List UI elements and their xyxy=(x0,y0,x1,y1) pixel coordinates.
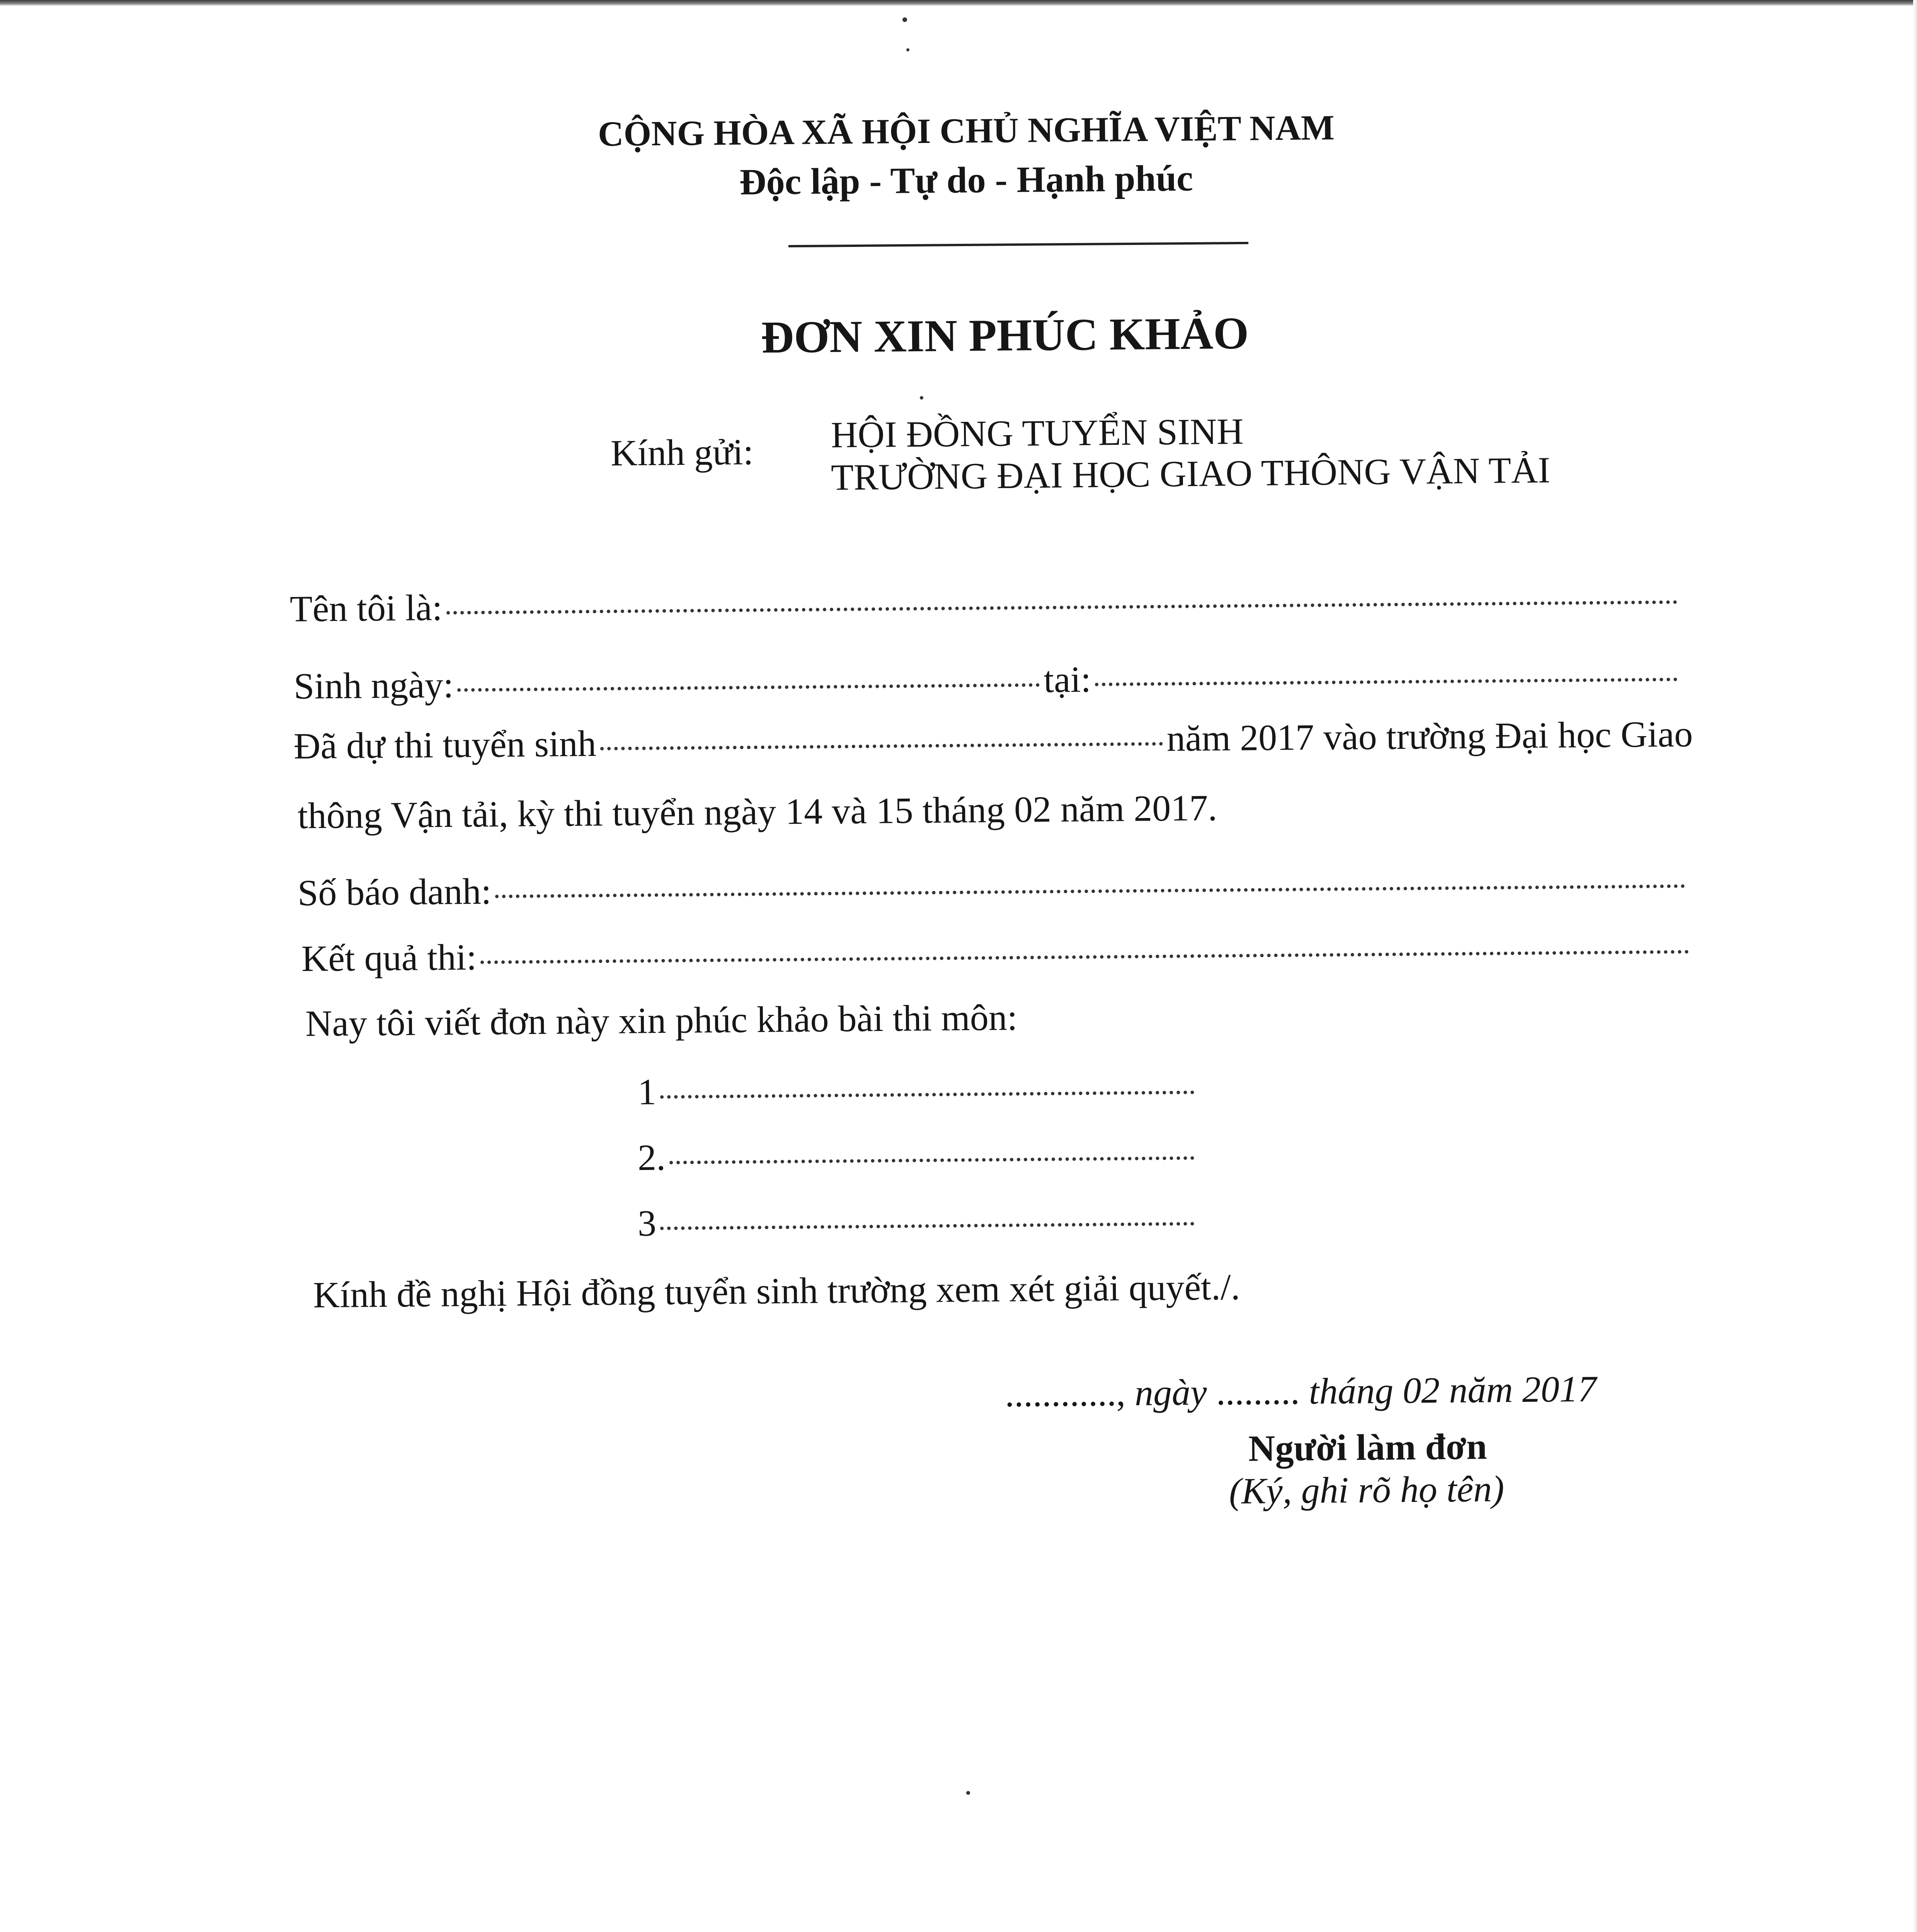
signature-date xyxy=(1005,1367,1597,1415)
subject-number-1: 1 xyxy=(637,1071,657,1112)
exam-label: Đã dự thi tuyển sinh xyxy=(293,723,597,767)
place-label: tại: xyxy=(1043,658,1091,701)
recipient-line2: TRƯỜNG ĐẠI HỌC GIAO THÔNG VẬN TẢI xyxy=(831,449,1551,498)
result-field[interactable] xyxy=(480,950,1689,964)
subject-row-1 xyxy=(638,1065,1199,1113)
scan-speck xyxy=(906,48,909,51)
result-label: Kết quả thi: xyxy=(301,936,477,979)
subject-field-1[interactable] xyxy=(660,1090,1194,1099)
day-word: ngày xyxy=(1134,1371,1207,1413)
subject-number-2: 2. xyxy=(637,1136,666,1178)
id-label: Số báo danh: xyxy=(297,870,492,913)
place-dots[interactable]: ............, xyxy=(1004,1372,1126,1415)
request-text: Nay tôi viết đơn này xin phúc khảo bài thi môn: xyxy=(305,996,1018,1044)
place-field[interactable] xyxy=(1095,678,1677,686)
name-label: Tên tôi là: xyxy=(289,587,443,629)
day-dots[interactable]: ......... xyxy=(1216,1371,1300,1413)
signer-title: Người làm đơn xyxy=(1248,1425,1487,1469)
header-underline xyxy=(788,242,1248,247)
closing-text: Kính đề nghị Hội đồng tuyển sinh trường xem xét giải quyết./. xyxy=(313,1266,1240,1316)
scan-speck xyxy=(920,396,923,400)
month-year: tháng 02 năm 2017 xyxy=(1309,1368,1597,1412)
dob-row xyxy=(294,653,1682,707)
subject-field-2[interactable] xyxy=(669,1156,1194,1164)
scan-speck xyxy=(902,17,907,22)
recipient-label: Kính gửi: xyxy=(610,431,754,474)
name-row xyxy=(290,575,1682,630)
subject-field-3[interactable] xyxy=(660,1222,1194,1230)
dob-field[interactable] xyxy=(457,683,1040,692)
dob-label: Sinh ngày: xyxy=(293,664,454,707)
id-field[interactable] xyxy=(495,884,1685,898)
exam-field[interactable] xyxy=(600,742,1163,750)
document-title: ĐƠN XIN PHÚC KHẢO xyxy=(761,308,1249,363)
subject-number-3: 3 xyxy=(637,1202,657,1244)
id-row xyxy=(298,859,1689,914)
scan-speck xyxy=(966,1791,970,1795)
subject-row-2 xyxy=(638,1131,1199,1179)
result-row xyxy=(301,925,1693,980)
country-header: CỘNG HÒA XÃ HỘI CHỦ NGHĨA VIỆT NAM xyxy=(598,107,1335,154)
scan-top-edge xyxy=(0,0,1917,6)
signature-note: (Ký, ghi rõ họ tên) xyxy=(1229,1468,1505,1512)
subject-row-3 xyxy=(638,1197,1199,1245)
exam-row xyxy=(294,712,1693,767)
motto-header: Độc lập - Tự do - Hạnh phúc xyxy=(739,157,1193,203)
scan-right-edge xyxy=(1913,0,1917,1932)
exam-continuation: thông Vận tải, kỳ thi tuyển ngày 14 và 15 tháng 02 năm 2017. xyxy=(297,787,1217,837)
exam-rest: năm 2017 vào trường Đại học Giao xyxy=(1166,713,1693,759)
recipient-line1: HỘI ĐỒNG TUYỂN SINH xyxy=(831,410,1244,456)
name-field[interactable] xyxy=(446,600,1677,615)
